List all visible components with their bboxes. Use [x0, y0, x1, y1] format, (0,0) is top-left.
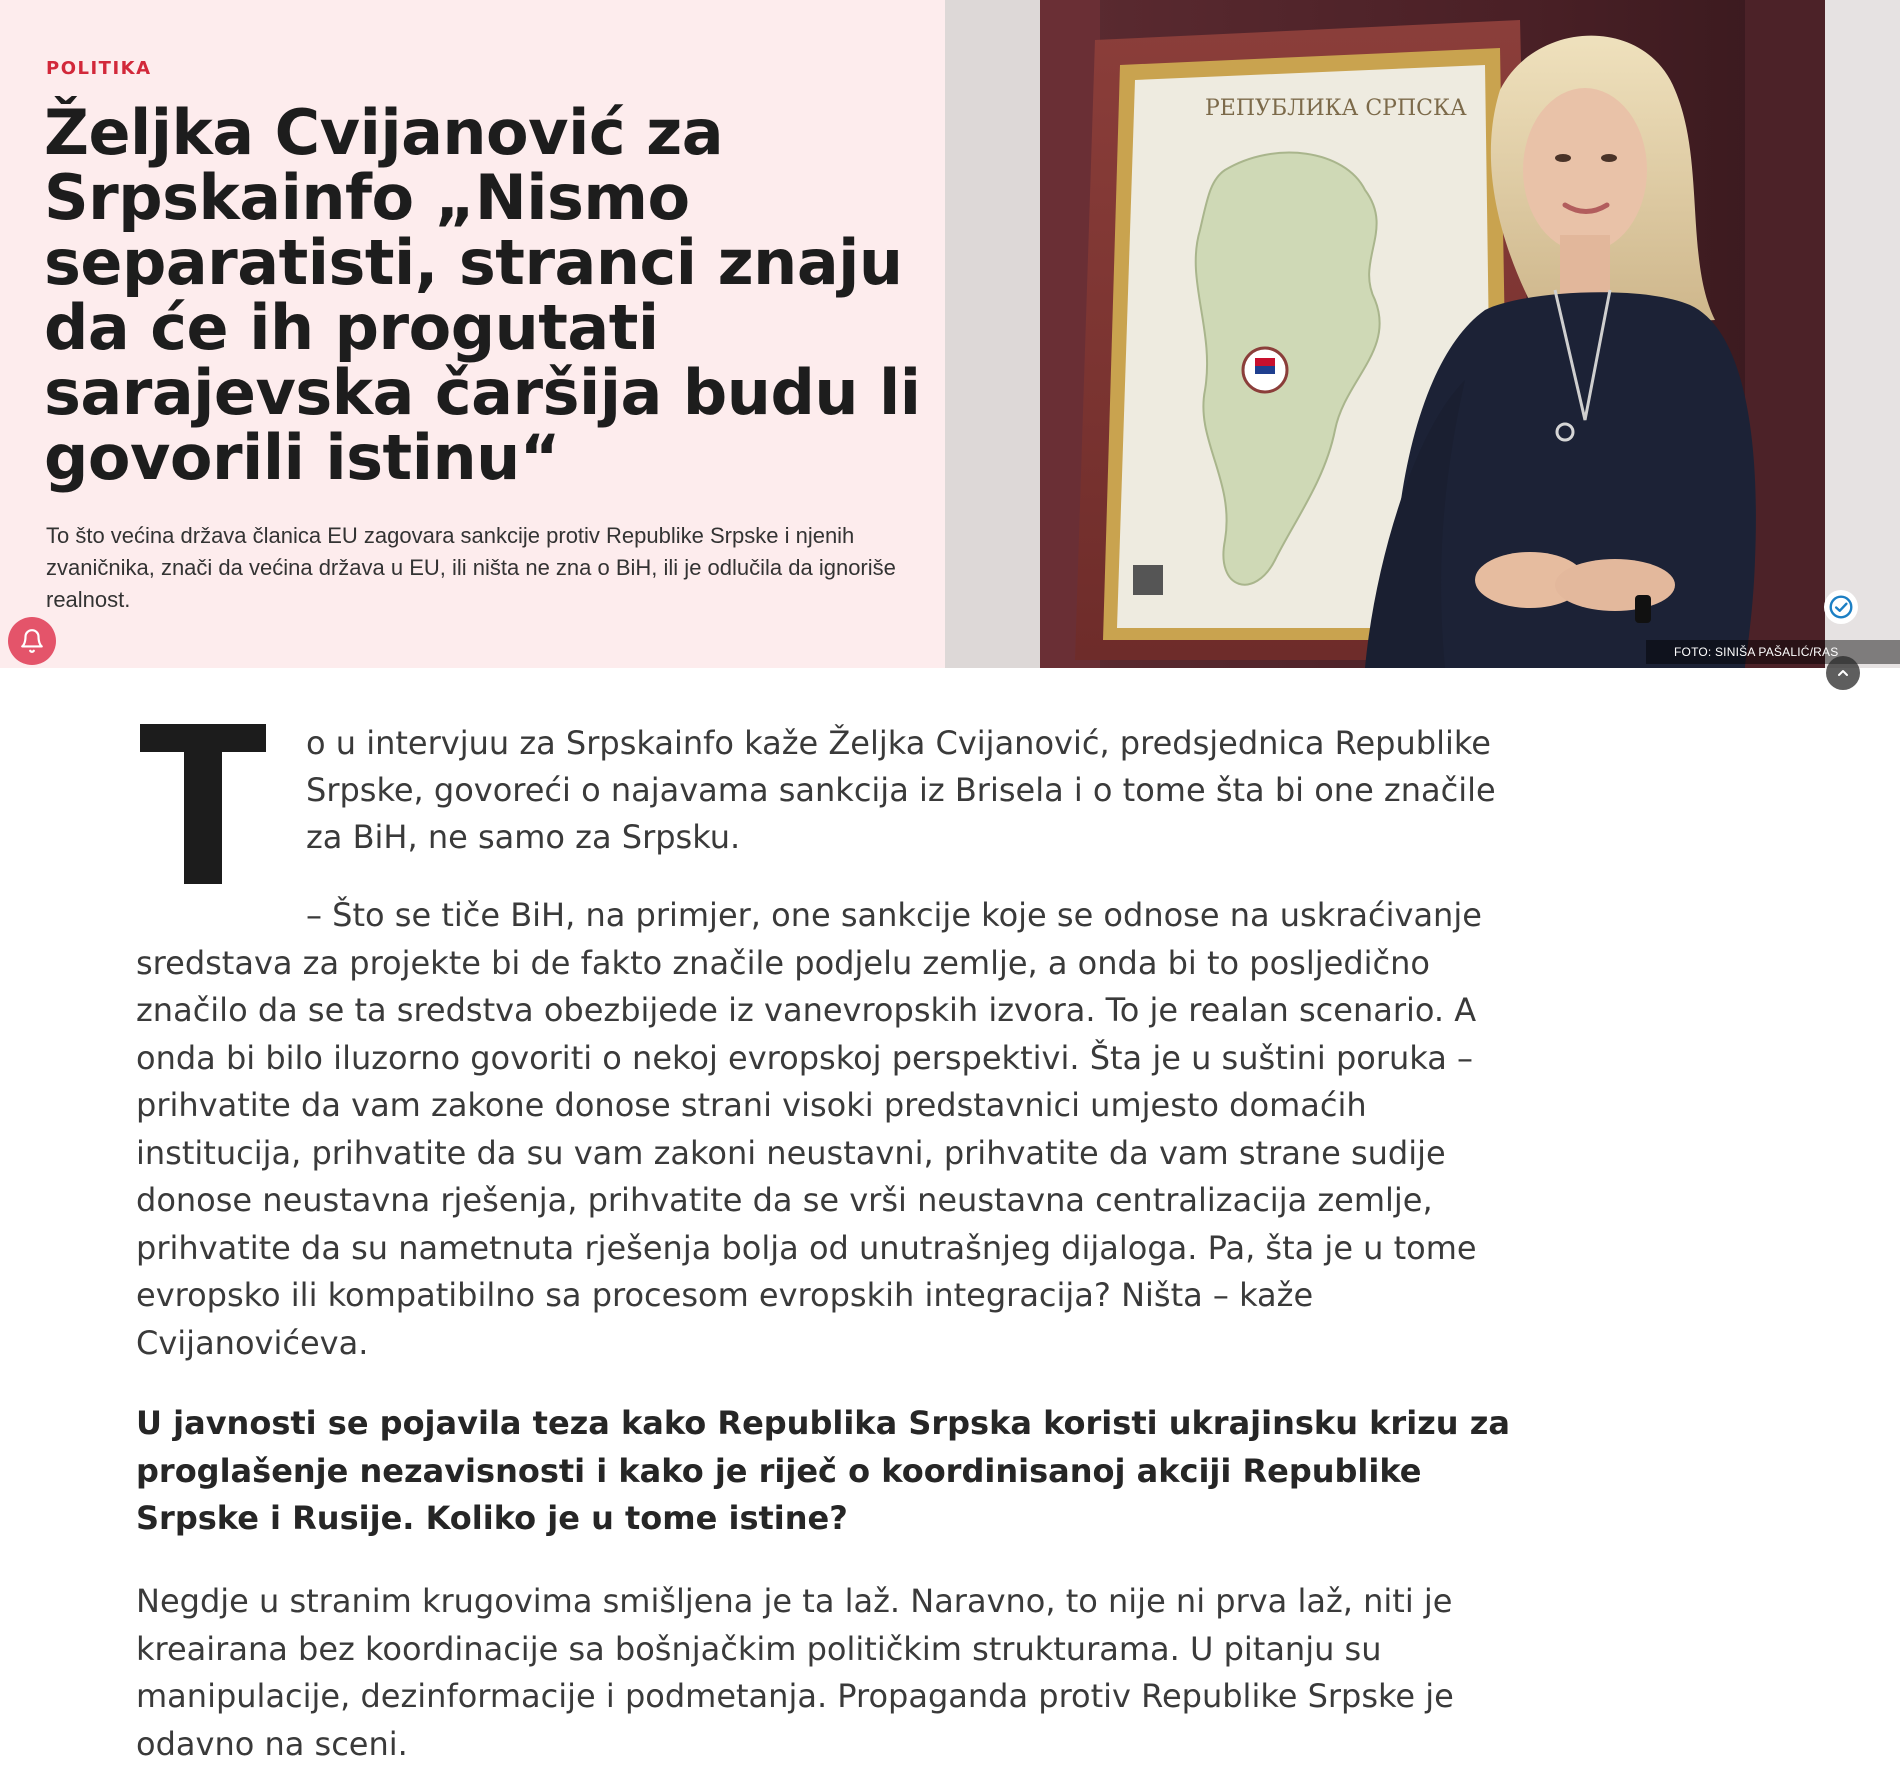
article-lead: To što većina država članica EU zagovara sankcije protiv Republike Srpske i njenih zvaničnika, znači da većina država u EU, ili ništa ne zna o BiH, ili je odlučila da ignoriše realnost. [46, 523, 896, 612]
map-caption: РЕПУБЛИКА СРПСКА [1205, 96, 1467, 121]
check-circle-icon [1828, 594, 1854, 620]
interview-question: U javnosti se pojavila teza kako Republika Srpska koristi ukrajinsku krizu za proglašenje nezavisnosti i kako je riječ o koordinisanoj akciji Republike Srpske i Rusije. Koliko je u tome istine? [136, 1404, 1510, 1537]
drop-cap [140, 724, 266, 884]
hero-text-panel [0, 0, 945, 668]
notification-button[interactable] [8, 617, 56, 665]
chevron-icon [1835, 665, 1851, 681]
article-headline: Željka Cvijanović za Srpskainfo „Nismo separatisti, stranci znaju da će ih progutati sarajevska čaršija budu li govorili istinu“ [44, 96, 921, 494]
article-paragraph-3: Negdje u stranim krugovima smišljena je ta laž. Naravno, to nije ni prva laž, niti je kreairana bez koordinacije sa bošnjačkim političkim strukturama. U pitanju su manipulacije, dezinformacije i podmetanja. Propaganda protiv Republike Srpske je odavno na sceni. [136, 1582, 1454, 1763]
hero-photo[interactable] [945, 0, 1900, 668]
article-hero [0, 0, 1900, 683]
verified-badge [1824, 590, 1858, 624]
bell-icon [19, 628, 45, 654]
photo-nav-button[interactable] [1826, 656, 1860, 690]
photo-credit: FOTO: SINIŠA PAŠALIĆ/RAS SRBIJA [1646, 640, 1900, 664]
category-label[interactable]: POLITIKA [46, 58, 152, 79]
article-paragraph-1: o u intervjuu za Srpskainfo kaže Željka Cvijanović, predsjednica Republike Srpske, govoreći o najavama sankcija iz Brisela i o tome šta bi one značile za BiH, ne samo za Srpsku. [306, 724, 1496, 856]
article-paragraph-2: – Što se tiče BiH, na primjer, one sankcije koje se odnose na uskraćivanje sredstava za projekte bi de fakto značile podjelu zemlje, a onda bi to posljedično značilo da se ta sredstva obezbijede iz vanevropskih izvora. To je realan scenario. A onda bi bilo iluzorno govoriti o nekoj evropskoj perspektivi. Šta je u suštini poruka – prihvatite da vam zakone donose strani visoki predstavnici umjesto domaćih institucija, prihvatite da su vam zakoni neustavni, prihvatite da vam strane sudije donose neustavna rješenja, prihvatite da se vrši neustavna centralizacija zemlje, prihvatite da su nametnuta rješenja bolja od unutrašnjeg dijaloga. Pa, šta je u tome evropsko ili kompatibilno sa procesom evropskih integracija? Ništa – kaže Cvijanovićeva. [136, 896, 1482, 1362]
portrait-photo-illustration [945, 0, 1900, 668]
